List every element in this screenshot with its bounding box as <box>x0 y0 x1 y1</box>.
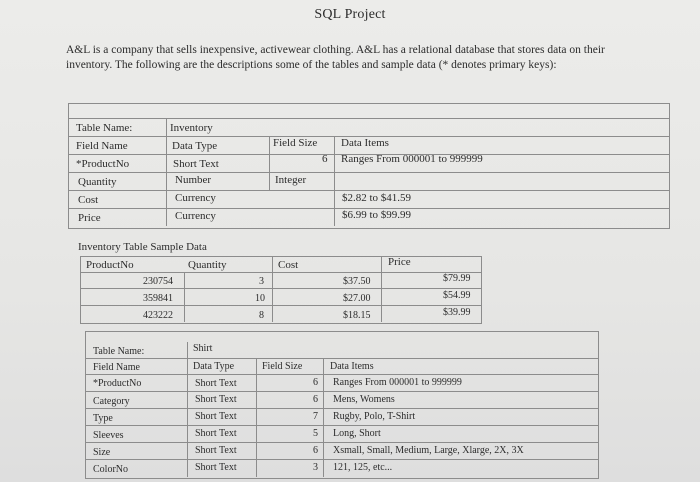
shirt-rule-7 <box>85 459 598 460</box>
sample-cell-quantity: 8 <box>259 310 264 321</box>
sample-rule-1 <box>80 272 481 273</box>
sample-cell-productno: 359841 <box>143 293 173 304</box>
shirt-row-items: Xsmall, Small, Medium, Large, Xlarge, 2X, 3X <box>333 445 524 456</box>
shirt-rule-4 <box>85 408 598 409</box>
page-title: SQL Project <box>314 7 386 22</box>
shirt-row-size: 5 <box>313 428 318 439</box>
inventory-col-data-type: Data Type <box>172 140 218 152</box>
sample-cell-quantity: 10 <box>255 293 265 304</box>
inventory-table-name-label: Table Name: <box>76 122 133 134</box>
sample-cell-cost: $27.00 <box>343 293 371 304</box>
inventory-col-rule-3 <box>334 136 335 226</box>
shirt-row-type: Short Text <box>195 445 237 456</box>
inventory-rule-4 <box>68 172 669 173</box>
shirt-row-field: *ProductNo <box>93 378 142 389</box>
inventory-col-data-items: Data Items <box>341 137 389 149</box>
sample-caption: Inventory Table Sample Data <box>78 241 207 253</box>
inventory-row-field: *ProductNo <box>76 158 130 170</box>
inventory-table-name-value: Inventory <box>170 122 213 134</box>
shirt-col-data-items: Data Items <box>330 361 374 372</box>
inventory-rule-5 <box>68 190 669 191</box>
inventory-row-items: Ranges From 000001 to 999999 <box>341 153 483 165</box>
sample-cell-price: $79.99 <box>443 273 471 284</box>
sample-rule-3 <box>80 305 481 306</box>
inventory-col-rule-1 <box>166 118 167 226</box>
shirt-col-rule-1 <box>187 342 188 477</box>
shirt-row-type: Short Text <box>195 428 237 439</box>
shirt-rule-3 <box>85 391 598 392</box>
sample-col-quantity: Quantity <box>188 259 227 271</box>
sample-cell-cost: $37.50 <box>343 276 371 287</box>
shirt-row-type: Short Text <box>195 394 237 405</box>
sample-cell-productno: 423222 <box>143 310 173 321</box>
inventory-row-items: $2.82 to $41.59 <box>342 192 412 204</box>
shirt-rule-1 <box>85 358 598 359</box>
shirt-table-name-label: Table Name: <box>93 346 145 357</box>
sample-col-price: Price <box>388 256 411 268</box>
shirt-row-items: 121, 125, etc... <box>333 462 393 473</box>
shirt-row-type: Short Text <box>195 411 237 422</box>
shirt-rule-5 <box>85 425 598 426</box>
inventory-row-type: Short Text <box>173 158 219 170</box>
shirt-row-size: 6 <box>313 394 318 405</box>
shirt-table-name-value: Shirt <box>193 343 213 354</box>
shirt-row-field: Sleeves <box>93 430 124 441</box>
shirt-row-field: ColorNo <box>93 464 128 475</box>
inventory-rule-1 <box>68 118 669 119</box>
sample-cell-price: $54.99 <box>443 290 471 301</box>
shirt-rule-6 <box>85 442 598 443</box>
shirt-col-rule-2 <box>256 358 257 477</box>
shirt-row-items: Ranges From 000001 to 999999 <box>333 377 462 388</box>
sample-col-productno: ProductNo <box>86 259 134 271</box>
shirt-row-type: Short Text <box>195 378 237 389</box>
sample-col-cost: Cost <box>278 259 299 271</box>
sample-cell-price: $39.99 <box>443 307 471 318</box>
shirt-row-size: 6 <box>313 445 318 456</box>
sample-cell-quantity: 3 <box>259 276 264 287</box>
inventory-row-size: 6 <box>322 153 328 165</box>
shirt-row-size: 7 <box>313 411 318 422</box>
inventory-row-field: Price <box>78 212 101 224</box>
sample-col-rule-3 <box>381 256 382 322</box>
inventory-row-field: Cost <box>78 194 99 206</box>
shirt-rule-2 <box>85 374 598 375</box>
inventory-row-size: Integer <box>275 174 307 186</box>
shirt-col-field-size: Field Size <box>262 361 303 372</box>
shirt-row-items: Mens, Womens <box>333 394 395 405</box>
shirt-col-rule-3 <box>323 358 324 477</box>
shirt-row-items: Rugby, Polo, T-Shirt <box>333 411 416 422</box>
inventory-col-field-size: Field Size <box>273 137 318 149</box>
sample-col-rule-1 <box>184 272 185 322</box>
sample-cell-cost: $18.15 <box>343 310 371 321</box>
shirt-col-field-name: Field Name <box>93 362 140 373</box>
inventory-row-type: Currency <box>175 192 216 204</box>
inventory-col-rule-2 <box>269 136 270 190</box>
shirt-row-items: Long, Short <box>333 428 381 439</box>
shirt-row-field: Type <box>93 413 113 424</box>
sample-cell-productno: 230754 <box>143 276 173 287</box>
shirt-row-size: 3 <box>313 462 318 473</box>
shirt-col-data-type: Data Type <box>193 361 235 372</box>
inventory-row-field: Quantity <box>78 176 117 188</box>
inventory-col-field-name: Field Name <box>76 140 128 152</box>
shirt-row-field: Category <box>93 396 130 407</box>
inventory-row-type: Currency <box>175 210 216 222</box>
shirt-row-type: Short Text <box>195 462 237 473</box>
sample-col-rule-2 <box>272 256 273 322</box>
shirt-row-size: 6 <box>313 377 318 388</box>
shirt-row-field: Size <box>93 447 111 458</box>
inventory-row-items: $6.99 to $99.99 <box>342 209 412 221</box>
inventory-row-type: Number <box>175 174 212 186</box>
intro-paragraph: A&L is a company that sells inexpensive, activewear clothing. A&L has a relational database that stores data on their inventory. The following are the descriptions some of the tables and sample data (* denotes primary keys): <box>66 44 605 71</box>
sample-rule-2 <box>80 288 481 289</box>
